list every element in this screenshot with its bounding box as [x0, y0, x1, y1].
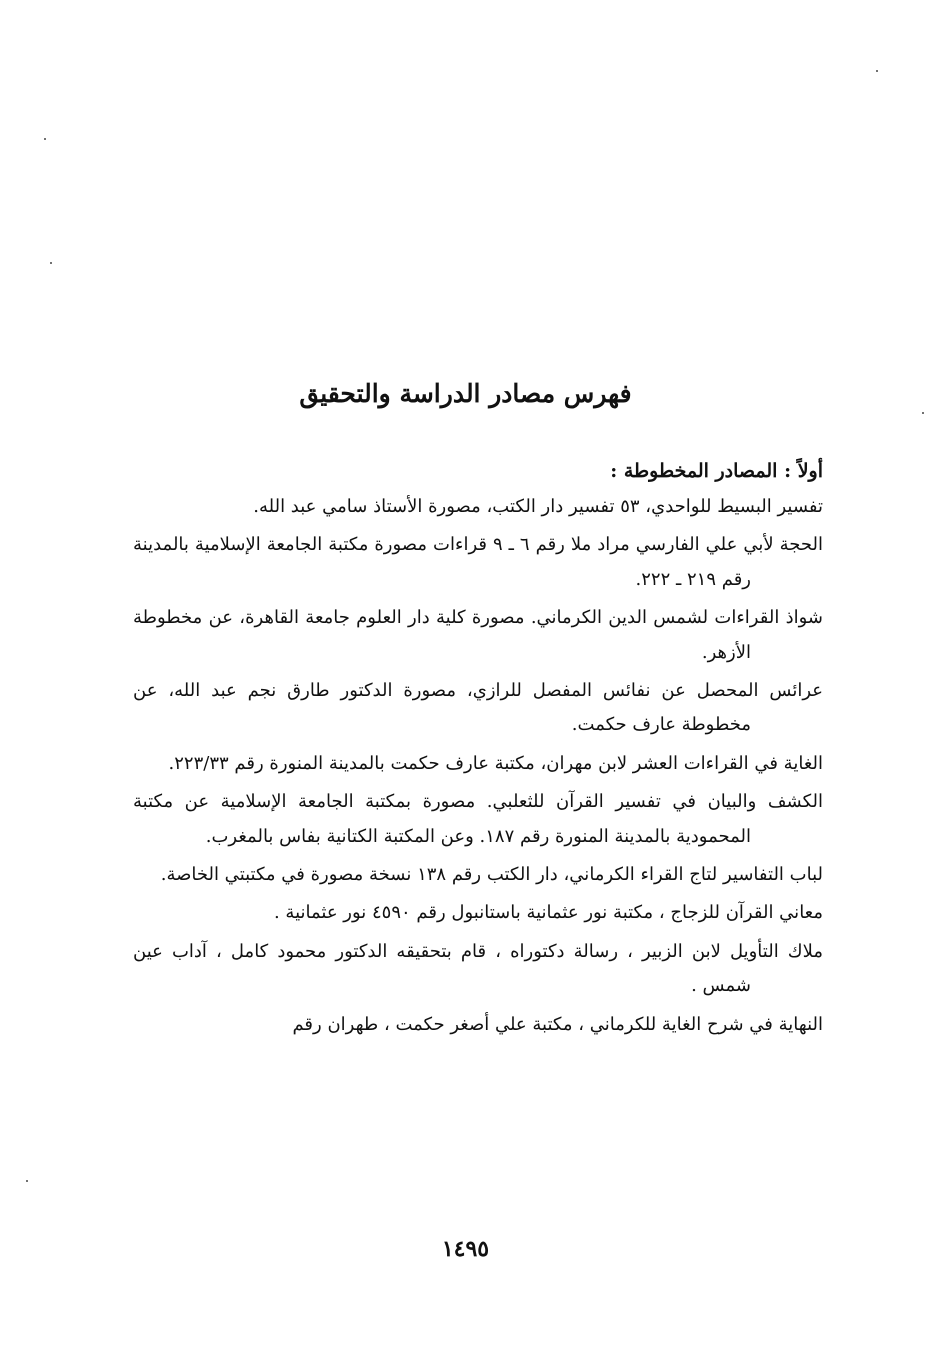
source-entry: تفسير البسيط للواحدي، ٥٣ تفسير دار الكتب، مصورة الأستاذ سامي عبد الله.: [253, 496, 823, 517]
scan-speck: [44, 138, 46, 140]
source-entry: شواذ القراءات لشمس الدين الكرماني. مصورة كلية دار العلوم جامعة القاهرة، عن مخطوطة الأزهر.: [133, 607, 823, 663]
sources-list: [133, 490, 823, 1042]
sources-index: [133, 452, 823, 1046]
source-entry: لباب التفاسير لتاج القراء الكرماني، دار الكتب رقم ١٣٨ نسخة مصورة في مكتبتي الخاصة.: [160, 864, 823, 886]
source-entry: معاني القرآن للزجاج ، مكتبة نور عثمانية باستانبول رقم ٤٥٩٠ نور عثمانية .: [273, 902, 823, 924]
scan-speck: [50, 262, 52, 264]
source-entry: الحجة لأبي علي الفارسي مراد ملا رقم ٦ ـ ٩ قراءات مصورة مكتبة الجامعة الإسلامية بالمدينة رقم ٢١٩ ـ ٢٢٢.: [133, 534, 823, 590]
page-number: ١٤٩٥: [441, 1236, 490, 1262]
source-entry: الكشف والبيان في تفسير القرآن للثعلبي. مصورة بمكتبة الجامعة الإسلامية عن مكتبة المحمودية بالمدينة المنورة رقم ١٨٧. وعن المكتبة الكتانية بفاس بالمغرب.: [133, 791, 823, 847]
scan-speck: [876, 70, 878, 72]
page-title: فهرس مصادر الدراسة والتحقيق: [299, 378, 632, 408]
source-entry: ملاك التأويل لابن الزبير ، رسالة دكتوراه ، قام بتحقيقه الدكتور محمود كامل ، آداب عين شمس .: [133, 940, 823, 997]
scan-speck: [26, 1180, 28, 1182]
scan-speck: [922, 412, 924, 414]
section-heading: أولاً : المصادر المخطوطة :: [610, 460, 823, 482]
source-entry: النهاية في شرح الغاية للكرماني ، مكتبة علي أصغر حكمت ، طهران رقم: [292, 1013, 823, 1035]
source-entry: عرائس المحصل عن نفائس المفصل للرازي، مصورة الدكتور طارق نجم عبد الله، عن مخطوطة عارف حكمت.: [133, 680, 823, 736]
source-entry: الغاية في القراءات العشر لابن مهران، مكتبة عارف حكمت بالمدينة المنورة رقم ٢٢٣/٣٣.: [168, 752, 823, 774]
